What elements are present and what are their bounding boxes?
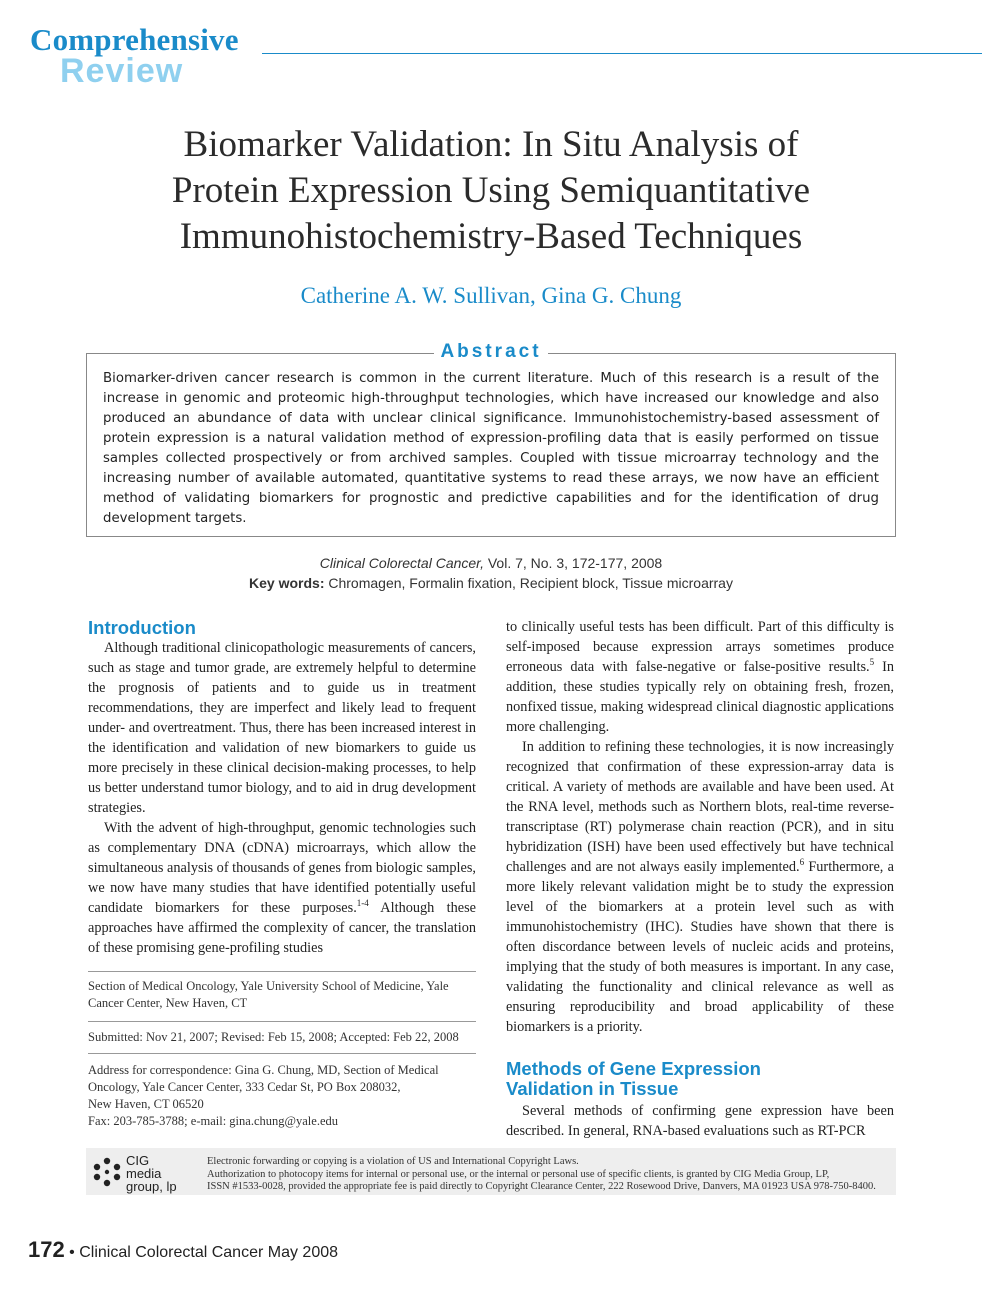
- address-line: Oncology, Yale Cancer Center, 333 Cedar St, PO Box 208032,: [88, 1080, 401, 1094]
- citation-ref: 5: [869, 657, 875, 667]
- footer-date: May 2008: [267, 1244, 339, 1261]
- abstract-label: Abstract: [434, 341, 547, 362]
- bullet-separator: •: [69, 1244, 80, 1261]
- text-run: Furthermore, a more likely relevant validation might be to study the expression level of the biomarkers at a protein level such as with immunohistochemistry (IHC). Studies have shown that there is often discordance between levels of nucleic acids and proteins, implying that the study of both measures is important. In any case, validating the functionality and clinical relevance as well as ensuring reproducibility and broad applicability of these biomarkers is a priority.: [506, 859, 894, 1035]
- journal-name: Clinical Colorectal Cancer,: [319, 555, 484, 571]
- header-rule: [262, 53, 982, 54]
- authors: Catherine A. W. Sullivan, Gina G. Chung: [300, 283, 682, 308]
- citation-ref: 6: [799, 857, 805, 867]
- section-label-comprehensive: Comprehensive: [30, 22, 239, 57]
- text-run: to clinically useful tests has been difficult. Part of this difficulty is self-imposed because expression arrays sometimes produce erroneous data with false-negative or false-positive results.: [506, 619, 894, 675]
- page-footer: [28, 1237, 338, 1263]
- footnote-rule: [88, 971, 476, 972]
- citation-ref: 1-4: [356, 898, 369, 908]
- text-run: Although these approaches have affirmed the complexity of cancer, the translation of these promising gene-profiling studies: [88, 900, 476, 956]
- page-number: 172: [28, 1237, 65, 1262]
- cig-logo-text: [126, 1154, 177, 1193]
- citation-line: [0, 553, 982, 573]
- logo-line: media: [126, 1166, 162, 1181]
- address-line: Address for correspondence: Gina G. Chung, MD, Section of Medical: [88, 1063, 439, 1077]
- abstract-heading: [0, 341, 982, 363]
- methods-text: [506, 1101, 894, 1141]
- text-run: In addition to refining these technologies, it is now increasingly recognized that confirmation of these expression-array data is critical. A variety of methods are available and have been used. At the RNA level, methods such as Northern blots, real-time reverse-transcriptase (RT) polymerase chain reaction (PCR), and in situ hybridization (ISH) have been used effectively but have technical challenges and are not always easily implemented.: [506, 739, 894, 875]
- intro-heading: Introduction: [88, 617, 196, 638]
- footnote-rule: [88, 1053, 476, 1054]
- title-line: Immunohistochemistry-Based Techniques: [179, 216, 803, 257]
- text-run: In addition, these studies typically rely on obtaining fresh, frozen, nonfixed tissue, making widespread clinical diagnostic applications more challenging.: [506, 659, 894, 735]
- copyright-line: Authorization to photocopy items for internal or personal use, or the internal or personal use of specific clients, is granted by CIG Media Group, LP,: [207, 1168, 830, 1180]
- address-line: Fax: 203-785-3788; e-mail: gina.chung@yale.edu: [88, 1114, 338, 1128]
- footnote-rule: [88, 1021, 476, 1022]
- abstract-text: Biomarker-driven cancer research is common in the current literature. Much of this research is a result of the increase in genomic and proteomic high-throughput technologies, which have increased our knowledge and also produced an abundance of data with unclear clinical significance. Immunohistochemistry-based assessment of protein expression is a natural validation method of expression-profiling data that is easily performed on tissue samples collected prospectively or from archived samples. Coupled with tissue microarray technology and the increasing number of available automated, quantitative systems to read these arrays, we now have an efficient method of validating biomarkers for prognostic and predictive capabilities and for the identification of drug development targets.: [103, 371, 879, 526]
- methods-heading: [506, 1059, 894, 1099]
- keywords-label: Key words:: [249, 575, 325, 591]
- title-line: Biomarker Validation: In Situ Analysis of: [183, 124, 799, 165]
- title-line: Protein Expression Using Semiquantitative: [171, 170, 811, 211]
- cig-logo-icon: [92, 1156, 122, 1188]
- citation-block: [0, 553, 982, 593]
- text-run: With the advent of high-throughput, genomic technologies such as complementary DNA (cDNA) microarrays, which allow the simultaneous analysis of thousands of genes from biologic samples, we now have many studies that have identified potentially useful candidate biomarkers for these purposes.: [88, 820, 476, 916]
- address-line: New Haven, CT 06520: [88, 1097, 204, 1111]
- logo-line: CIG: [126, 1153, 150, 1168]
- dates-note: Submitted: Nov 21, 2007; Revised: Feb 15, 2008; Accepted: Feb 22, 2008: [88, 1030, 459, 1044]
- intro-paragraph: [88, 818, 476, 958]
- section-label-review: Review: [60, 52, 184, 90]
- body-paragraph: [506, 737, 894, 1037]
- heading-line: Validation in Tissue: [506, 1078, 679, 1099]
- intro-text: [88, 638, 476, 958]
- correspondence-note: [88, 1062, 476, 1130]
- article-title: [0, 122, 982, 260]
- heading-line: Methods of Gene Expression: [506, 1058, 761, 1079]
- keywords-line: [0, 573, 982, 593]
- copyright-text: [207, 1156, 876, 1194]
- affiliation-note: Section of Medical Oncology, Yale University School of Medicine, Yale Cancer Center, New Haven, CT: [88, 979, 449, 1010]
- logo-line: group, lp: [126, 1179, 177, 1194]
- body-paragraph: [506, 617, 894, 737]
- right-column-text: [506, 617, 894, 1037]
- body-paragraph: Several methods of confirming gene expression have been described. In general, RNA-based evaluations such as RT-PCR: [506, 1103, 894, 1139]
- keywords: Chromagen, Formalin fixation, Recipient block, Tissue microarray: [324, 575, 733, 591]
- copyright-line: ISSN #1533-0028, provided the appropriate fee is paid directly to Copyright Clearance Center, 222 Rosewood Drive, Danvers, MA 01923 USA 978-750-8400.: [207, 1181, 876, 1192]
- footer-journal: Clinical Colorectal Cancer: [79, 1244, 264, 1261]
- intro-paragraph: Although traditional clinicopathologic measurements of cancers, such as stage and tumor grade, are extremely helpful to determine the prognosis of patients and to guide us in treatment recommendations, they are imperfect and likely lead to frequent under- and overtreatment. Thus, there has been increased interest in the identification and validation of new biomarkers to guide us more precisely in these clinical decision-making processes, to help us better understand tumor biology, and to aid in drug development strategies.: [88, 640, 476, 816]
- copyright-line: Electronic forwarding or copying is a violation of US and International Copyright Laws.: [207, 1156, 579, 1167]
- citation-details: Vol. 7, No. 3, 172-177, 2008: [483, 555, 663, 571]
